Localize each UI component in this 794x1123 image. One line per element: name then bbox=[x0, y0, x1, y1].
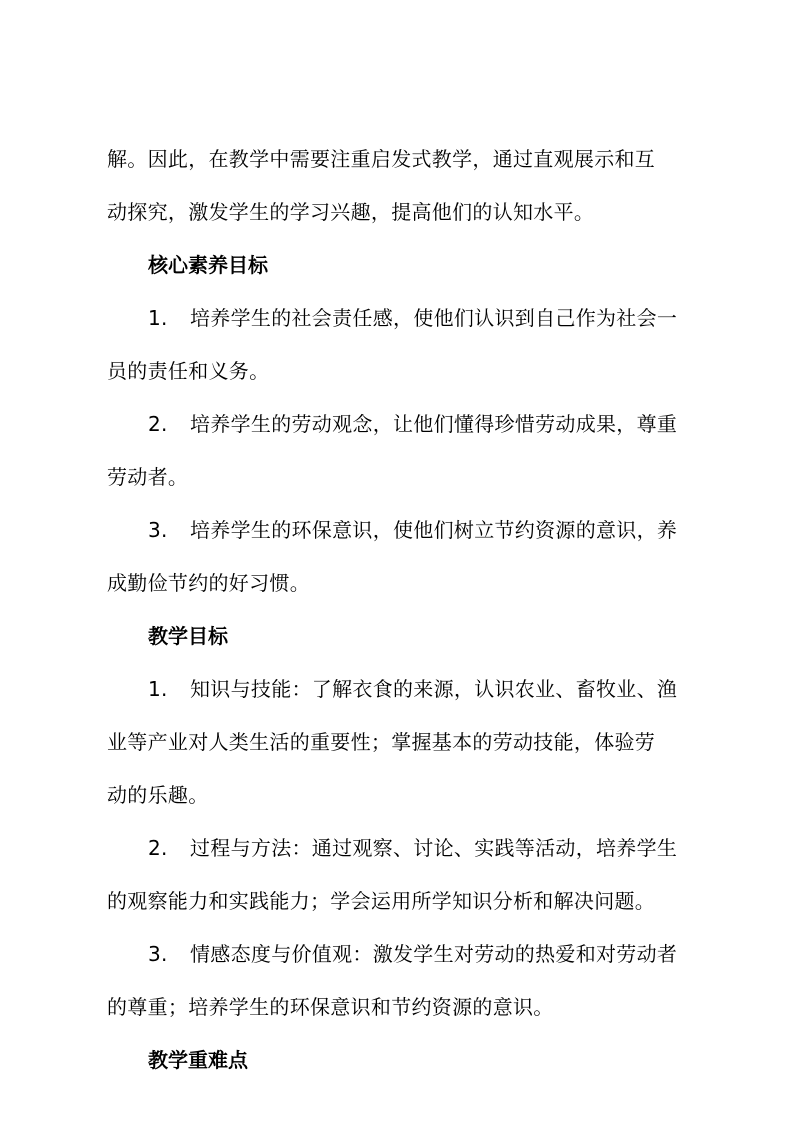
goal-item-1-line-3: 动的乐趣。 bbox=[107, 783, 209, 807]
goal-item-3-line-1: 情感态度与价值观：激发学生对劳动的热爱和对劳动者 bbox=[190, 942, 678, 966]
core-item-3-line-2: 成勤俭节约的好习惯。 bbox=[107, 571, 310, 595]
goal-item-3-number: 3. bbox=[148, 942, 168, 966]
goal-item-1-line-1: 知识与技能：了解衣食的来源，认识农业、畜牧业、渔 bbox=[190, 677, 678, 701]
goal-item-1-number: 1. bbox=[148, 677, 168, 701]
intro-line-1: 解。因此，在教学中需要注重启发式教学，通过直观展示和互 bbox=[107, 147, 656, 171]
document-body bbox=[107, 146, 697, 1100]
intro-line-2: 动探究，激发学生的学习兴趣，提高他们的认知水平。 bbox=[107, 200, 595, 224]
goal-item-2-line-1: 过程与方法：通过观察、讨论、实践等活动，培养学生 bbox=[190, 836, 678, 860]
goal-item-1 bbox=[107, 676, 697, 808]
core-item-3-line-1: 培养学生的环保意识，使他们树立节约资源的意识，养 bbox=[190, 518, 678, 542]
core-item-1 bbox=[107, 305, 697, 384]
core-item-3-number: 3. bbox=[148, 518, 168, 542]
core-item-2-number: 2. bbox=[148, 412, 168, 436]
heading-key-difficulties: 教学重难点 bbox=[148, 1048, 248, 1072]
core-item-2 bbox=[107, 411, 697, 490]
heading-teaching-goals: 教学目标 bbox=[148, 624, 228, 648]
heading-core-competency: 核心素养目标 bbox=[148, 253, 268, 277]
goal-item-3 bbox=[107, 941, 697, 1020]
core-item-3 bbox=[107, 517, 697, 596]
goal-item-2 bbox=[107, 835, 697, 914]
core-item-2-line-1: 培养学生的劳动观念，让他们懂得珍惜劳动成果，尊重 bbox=[190, 412, 678, 436]
goal-item-2-line-2: 的观察能力和实践能力；学会运用所学知识分析和解决问题。 bbox=[107, 889, 656, 913]
core-item-1-line-2: 员的责任和义务。 bbox=[107, 359, 270, 383]
core-item-2-line-2: 劳动者。 bbox=[107, 465, 189, 489]
goal-item-3-line-2: 的尊重；培养学生的环保意识和节约资源的意识。 bbox=[107, 995, 554, 1019]
goal-item-2-number: 2. bbox=[148, 836, 168, 860]
goal-item-1-line-2: 业等产业对人类生活的重要性；掌握基本的劳动技能，体验劳 bbox=[107, 730, 656, 754]
core-item-1-number: 1. bbox=[148, 306, 168, 330]
core-item-1-line-1: 培养学生的社会责任感，使他们认识到自己作为社会一 bbox=[190, 306, 678, 330]
intro-paragraph bbox=[107, 146, 697, 225]
